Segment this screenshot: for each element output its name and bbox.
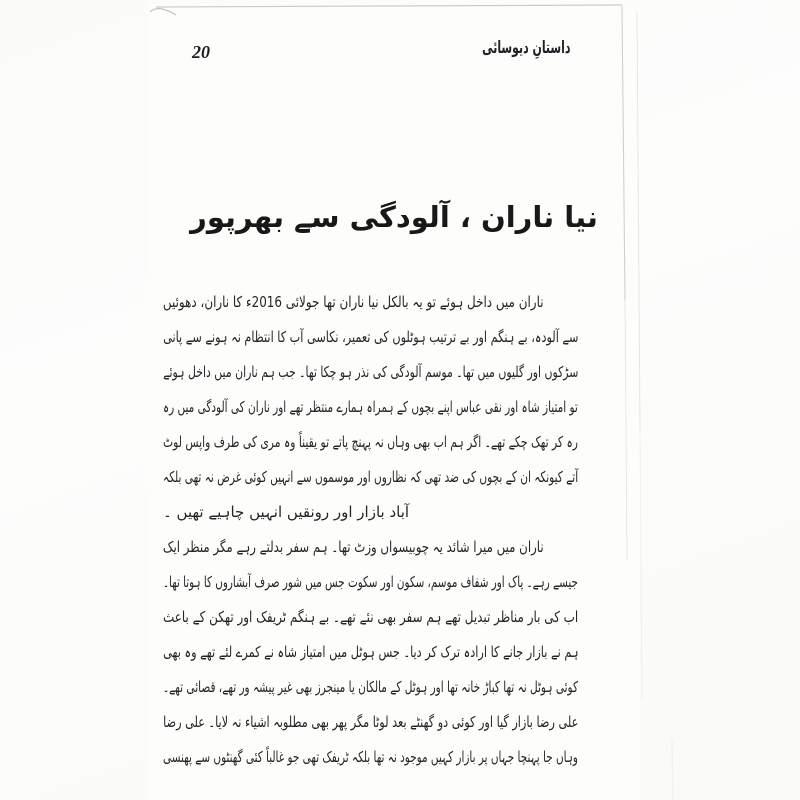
line-text: تو امتیاز شاہ اور نقی عباس اپنے بچوں کے ہمراہ ہمارے منتظر تھے اور ناران کی آلودگی میں رہ [163,397,578,416]
running-header-book-title [482,38,570,58]
text-line [163,669,578,704]
text-line [163,284,578,319]
line-text: سڑکوں اور گلیوں میں تھا۔ موسم آلودگی کی نذر ہو چکا تھا۔ جب ہم ناران میں داخل ہوئے [162,362,578,381]
line-text: ناران میں داخل ہوئے تو یہ بالکل نیا ناران تھا جولائی 2016ء کا ناران، دھوئیں [163,292,544,311]
chapter-heading-text: نیا ناران ، آلودگی سے بھرپور [190,200,598,234]
line-text: آتے کیونکہ ان کے بچوں کی ضد تھی کہ نظاروں اور موسموں سے انہیں کوئی غرض نہ تھی بلکہ [162,467,578,486]
line-text: آباد بازار اور رونقیں انہیں چاہیے تھیں ۔ [163,502,410,521]
line-text: علی رضا بازار گیا اور کوئی دو گھنٹے بعد لوٹا مگر پھر بھی مطلوبہ اشیاء نہ لایا۔ علی رضا [162,712,578,731]
page-content-layer [148,4,640,800]
line-text: ہم نے بازار جانے کا ارادہ ترک کر دیا۔ جس ہوٹل میں امتیاز شاہ نے کمرے لئے تھے وہ بھی [162,642,578,661]
line-text: کوئی ہوٹل نہ تھا کباڑ خانہ تھا اور ہوٹل کے مالکان یا مینجرز بھی غیر پیشہ ور تھے، قصائی تھے۔ [163,677,578,696]
text-line [163,424,578,459]
text-line-paragraph-end [163,494,578,529]
text-line [163,529,578,564]
text-line [163,319,578,354]
line-text: اب کی بار مناظر تبدیل تھے ہم سفر بھی نئے تھے۔ بے ہنگم ٹریفک اور تھکن کے باعث [162,607,578,626]
book-title-text: داستانِ دیوسائی [481,38,570,58]
line-text: ناران میں میرا شائد یہ چوبیسواں وزٹ تھا۔ ہم سفر بدلتے رہے مگر منظر ایک [163,537,544,556]
text-line [163,739,578,774]
page-number: 20 [192,42,210,62]
line-text: وہاں جا پہنچا جہاں پر بازار کہیں موجود نہ تھا بلکہ ٹریفک تھی جو غالباً کئی گھنٹوں سے پھنسی [163,747,578,766]
line-text: رہ کر تھک چکے تھے۔ اگر ہم اب بھی وہاں نہ پہنچ پاتے تو یقیناً وہ مری کی طرف واپس لوٹ [163,432,578,451]
chapter-heading [163,200,625,250]
line-text: جیسے رہے۔ پاک اور شفاف موسم، سکون اور سکوت جس میں شور صرف آبشاروں کا ہوتا تھا۔ [163,572,578,591]
text-line [163,599,578,634]
text-line [163,354,578,389]
text-line [163,459,578,494]
text-line [163,704,578,739]
text-line [163,564,578,599]
body-text [163,284,578,774]
text-line [163,389,578,424]
text-line [163,634,578,669]
line-text: سے آلودہ، بے ہنگم اور بے ترتیب ہوٹلوں کی تعمیر، نکاسی آب کا انتظام نہ ہونے سے پانی [162,327,578,346]
